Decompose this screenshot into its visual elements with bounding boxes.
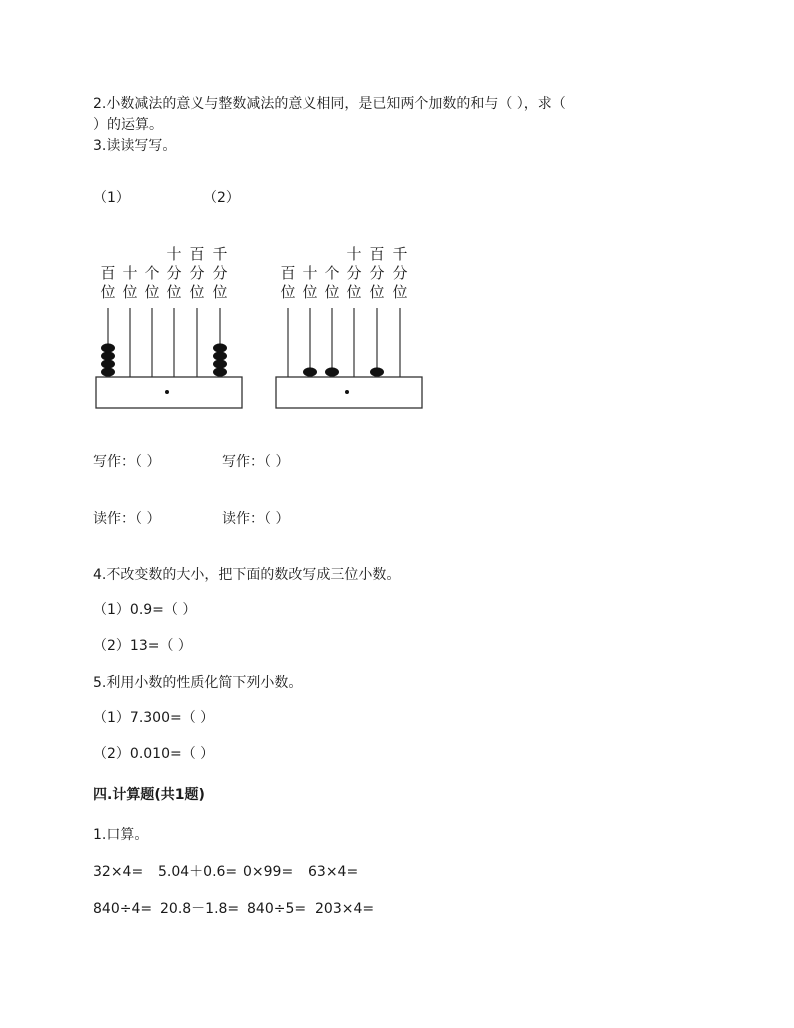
calc-row2-item-2: 20.8－1.8= (160, 901, 240, 917)
abacus2-label-2-0: 个 (324, 264, 340, 282)
q4-item-1: （1）0.9=（ ） (93, 602, 197, 618)
q2-line1: 2.小数减法的意义与整数减法的意义相同，是已知两个加数的和与（ ），求（ (93, 96, 566, 112)
abacus2-label-5-0: 千 (392, 245, 408, 263)
abacus2-label-5-1: 分 (392, 264, 408, 282)
q3-label-2: （2） (203, 190, 240, 206)
abacus2-bead-2-0 (325, 367, 339, 376)
calc-row2-item-3: 840÷5= (247, 901, 307, 917)
abacus2-label-3-1: 分 (346, 264, 362, 282)
q3-label-1: （1） (93, 190, 130, 206)
abacus1-bead-0-1 (101, 359, 115, 368)
abacus1-label-2-0: 个 (144, 264, 160, 282)
abacus1-bead-5-0 (213, 367, 227, 376)
abacus1-label-5-0: 千 (212, 245, 228, 263)
abacus2-label-0-0: 百 (280, 264, 296, 282)
abacus1-bead-0-0 (101, 367, 115, 376)
abacus1-label-0-1: 位 (100, 283, 116, 301)
abacus2-label-0-1: 位 (280, 283, 296, 301)
abacus1-label-1-0: 十 (122, 264, 138, 282)
q3-write-1: 写作：（ ） (93, 454, 161, 470)
abacus1-bead-5-3 (213, 343, 227, 352)
q4-item-2: （2）13=（ ） (93, 638, 192, 654)
q3-title: 3.读读写写。 (93, 138, 177, 154)
abacus1-label-5-1: 分 (212, 264, 228, 282)
abacus2-decimal-point (345, 390, 349, 394)
abacus2-label-5-2: 位 (392, 283, 408, 301)
abacus1-label-4-1: 分 (189, 264, 205, 282)
calc-row2-item-1: 840÷4= (93, 901, 153, 917)
calc-row1-item-2: 5.04＋0.6= (158, 864, 238, 880)
abacus1-bead-5-2 (213, 351, 227, 360)
section4-heading: 四.计算题(共1题) (93, 787, 205, 803)
calc-row1-item-4: 63×4= (308, 864, 359, 880)
abacus1-label-1-1: 位 (122, 283, 138, 301)
abacus2-frame (276, 377, 422, 408)
abacus1-label-4-0: 百 (189, 245, 205, 263)
abacus-1 (90, 245, 250, 415)
abacus1-label-5-2: 位 (212, 283, 228, 301)
abacus1-bead-0-3 (101, 343, 115, 352)
abacus-2 (270, 245, 430, 415)
abacus1-label-2-1: 位 (144, 283, 160, 301)
calc-row2-item-4: 203×4= (315, 901, 375, 917)
abacus1-decimal-point (165, 390, 169, 394)
abacus2-label-3-2: 位 (346, 283, 362, 301)
abacus2-label-4-0: 百 (369, 245, 385, 263)
abacus1-label-4-2: 位 (189, 283, 205, 301)
abacus1-bead-0-2 (101, 351, 115, 360)
abacus1-frame (96, 377, 242, 408)
abacus2-label-4-1: 分 (369, 264, 385, 282)
q3-write-2: 写作：（ ） (222, 454, 290, 470)
q4-title: 4.不改变数的大小，把下面的数改写成三位小数。 (93, 567, 401, 583)
q5-item-1: （1）7.300=（ ） (93, 710, 215, 726)
abacus1-label-3-1: 分 (166, 264, 182, 282)
q5-title: 5.利用小数的性质化简下列小数。 (93, 675, 303, 691)
abacus2-bead-1-0 (303, 367, 317, 376)
calc-row1-item-3: 0×99= (243, 864, 294, 880)
abacus1-label-3-0: 十 (166, 245, 182, 263)
abacus2-label-3-0: 十 (346, 245, 362, 263)
abacus2-label-1-1: 位 (302, 283, 318, 301)
abacus2-label-4-2: 位 (369, 283, 385, 301)
abacus2-label-1-0: 十 (302, 264, 318, 282)
calc-row1-item-1: 32×4= (93, 864, 144, 880)
abacus2-bead-4-0 (370, 367, 384, 376)
section4-q1-title: 1.口算。 (93, 827, 149, 843)
abacus2-label-2-1: 位 (324, 283, 340, 301)
abacus1-label-3-2: 位 (166, 283, 182, 301)
q3-read-1: 读作：（ ） (93, 511, 161, 527)
abacus1-label-0-0: 百 (100, 264, 116, 282)
q5-item-2: （2）0.010=（ ） (93, 746, 215, 762)
q3-read-2: 读作：（ ） (222, 511, 290, 527)
q2-line2: ）的运算。 (93, 117, 163, 133)
abacus1-bead-5-1 (213, 359, 227, 368)
